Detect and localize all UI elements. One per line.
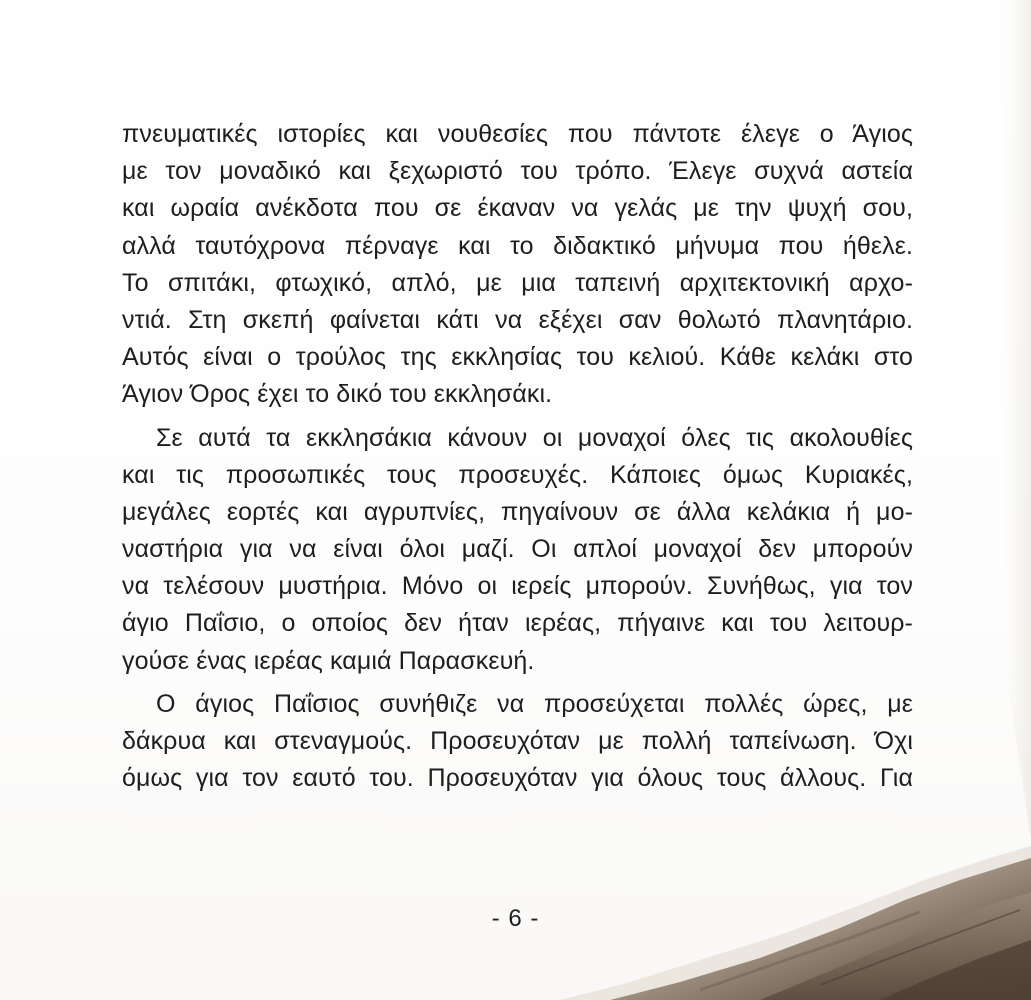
text-line: Άγιον Όρος έχει το δικό του εκκλησάκι.	[122, 380, 553, 409]
paragraph-2	[122, 420, 913, 680]
text-line: όμως για τον εαυτό του. Προσευχόταν για όλους τους άλλους. Για	[122, 764, 913, 793]
text-line: ντιά. Στη σκεπή φαίνεται κάτι να εξέχει σαν θολωτό πλανητάριο.	[122, 305, 913, 334]
text-line: και τις προσωπικές τους προσευχές. Κάποιες όμως Κυριακές,	[122, 460, 913, 489]
text-line: δάκρυα και στεναγμούς. Προσευχόταν με πολλή ταπείνωση. Όχι	[122, 727, 913, 755]
body-text	[122, 116, 913, 797]
text-line: και ωραία ανέκδοτα που σε έκαναν να γελάς με την ψυχή σου,	[122, 194, 913, 223]
text-line: ναστήρια για να είναι όλοι μαζί. Οι απλοί μοναχοί δεν μπορούν	[122, 535, 913, 564]
text-line: Το σπιτάκι, φτωχικό, απλό, με μια ταπεινή αρχιτεκτονική αρχο-	[122, 268, 913, 297]
paragraph-3	[122, 686, 913, 798]
text-line: Σε αυτά τα εκκλησάκια κάνουν οι μοναχοί όλες τις ακολουθίες	[156, 423, 913, 452]
text-line: άγιο Παΐσιο, ο οποίος δεν ήταν ιερέας, πήγαινε και του λειτουρ-	[122, 609, 913, 638]
text-line: πνευματικές ιστορίες και νουθεσίες που πάντοτε έλεγε ο Άγιος	[122, 120, 913, 148]
paragraph-1	[122, 116, 913, 414]
text-line: Αυτός είναι ο τρούλος της εκκλησίας του κελιού. Κάθε κελάκι στο	[122, 343, 913, 372]
text-line: να τελέσουν μυστήρια. Μόνο οι ιερείς μπορούν. Συνήθως, για τον	[122, 572, 913, 601]
text-line: γούσε ένας ιερέας καμιά Παρασκευή.	[122, 646, 535, 675]
text-line: αλλά ταυτόχρονα πέρναγε και το διδακτικό μήνυμα που ήθελε.	[122, 231, 913, 260]
text-line: με τον μοναδικό και ξεχωριστό του τρόπο. Έλεγε συχνά αστεία	[122, 157, 913, 186]
text-line: Ο άγιος Παΐσιος συνήθιζε να προσεύχεται πολλές ώρες, με	[156, 689, 913, 718]
page-number: - 6 -	[491, 905, 540, 932]
text-line: μεγάλες εορτές και αγρυπνίες, πηγαίνουν σε άλλα κελάκια ή μο-	[122, 497, 913, 526]
